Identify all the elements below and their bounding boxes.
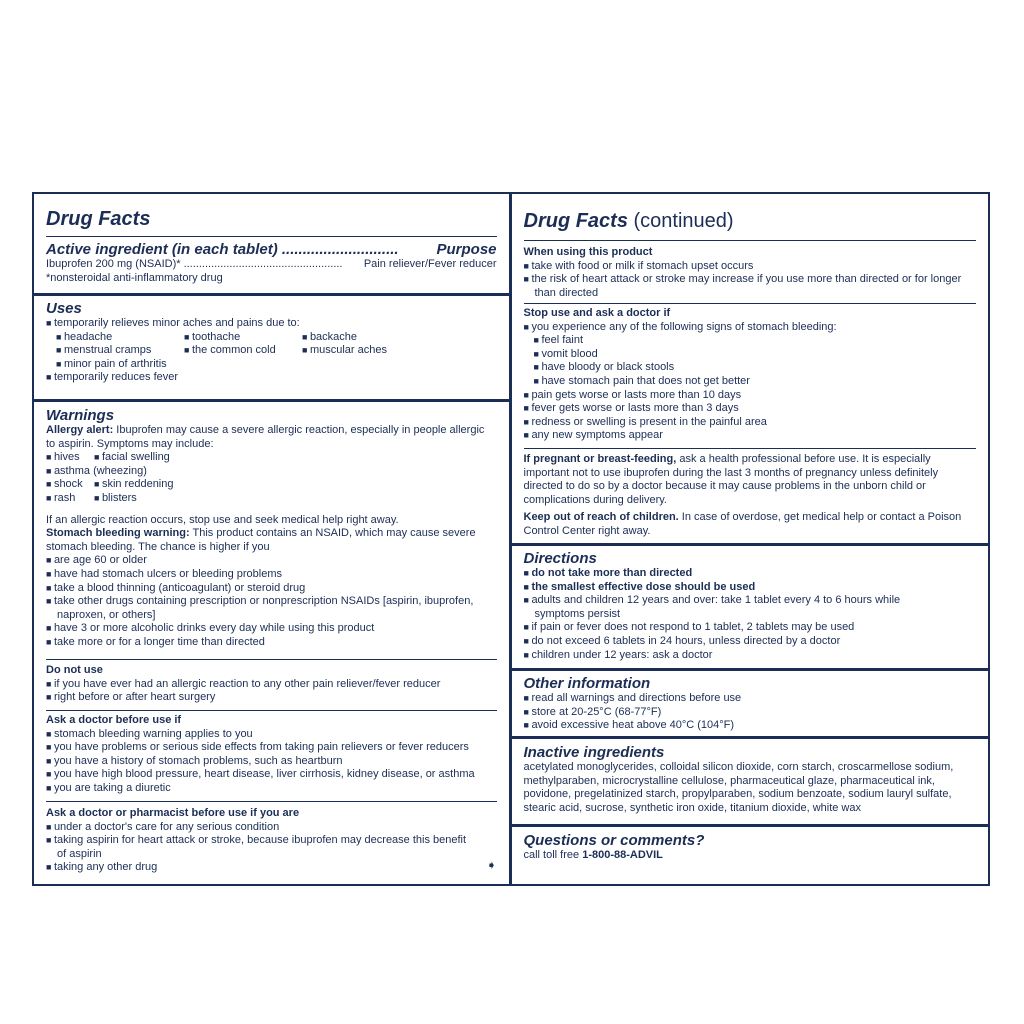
divider — [34, 293, 509, 296]
ask-doctor-heading: Ask a doctor before use if — [46, 714, 182, 726]
list-item: ■ muscular aches — [302, 344, 422, 358]
purpose-heading: Purpose — [436, 241, 497, 258]
list-item: ■ feel faint — [524, 334, 977, 348]
divider — [46, 659, 497, 660]
when-using-heading: When using this product — [523, 246, 653, 258]
list-item: ■ hives — [46, 451, 94, 465]
do-not-use-section — [46, 664, 497, 705]
list-item: ■ toothache — [184, 331, 302, 345]
list-item: ■ stomach bleeding warning applies to you — [46, 728, 497, 742]
list-item: ■ take more or for a longer time than directed — [46, 636, 497, 650]
other-information-heading: Other information — [523, 675, 651, 692]
ask-pharmacist-heading: Ask a doctor or pharmacist before use if you are — [46, 807, 300, 819]
drug-facts-header — [46, 208, 497, 230]
divider — [46, 236, 497, 237]
uses-section — [46, 300, 497, 385]
list-item: ■ the common cold — [184, 344, 302, 358]
list-item: ■ do not take more than directed — [524, 567, 977, 581]
list-item: ■ skin reddening — [94, 478, 194, 492]
list-item: ■ have had stomach ulcers or bleeding problems — [46, 568, 497, 582]
divider — [512, 543, 989, 546]
list-item: ■ you have a history of stomach problems, such as heartburn — [46, 755, 497, 769]
list-item: ■ store at 20-25°C (68-77°F) — [524, 706, 977, 720]
continue-arrow-icon: ➧ — [486, 858, 497, 872]
list-item: ■ taking any other drug — [46, 861, 497, 875]
list-item: ■ do not exceed 6 tablets in 24 hours, unless directed by a doctor — [524, 635, 977, 649]
ingredient-name: Ibuprofen 200 mg (NSAID)* .................................................... — [46, 258, 343, 270]
list-item: ■ backache — [302, 331, 422, 345]
divider — [46, 710, 497, 711]
list-item: ■ facial swelling — [94, 451, 194, 465]
list-item: ■ take with food or milk if stomach upset occurs — [524, 260, 977, 274]
list-item: ■ you have high blood pressure, heart disease, liver cirrhosis, kidney disease, or asthma — [46, 768, 497, 782]
uses-intro: ■ temporarily relieves minor aches and pains due to: — [46, 317, 497, 331]
continued-label: (continued) — [627, 210, 734, 232]
list-item: ■ adults and children 12 years and over: take 1 tablet every 4 to 6 hours while symptoms persist — [524, 594, 977, 621]
stop-use-section — [524, 307, 977, 443]
list-item: ■ vomit blood — [524, 348, 977, 362]
inactive-ingredients-heading: Inactive ingredients — [523, 744, 665, 761]
drug-facts-title: Drug Facts — [523, 210, 628, 232]
list-item: ■ minor pain of arthritis — [46, 358, 497, 372]
when-using-section — [524, 246, 977, 300]
drug-facts-continued-header — [524, 210, 977, 232]
divider — [46, 801, 497, 802]
divider — [512, 668, 989, 671]
list-item: ■ pain gets worse or lasts more than 10 days — [524, 389, 977, 403]
inactive-ingredients-section — [524, 744, 977, 815]
inactive-ingredients-text: acetylated monoglycerides, colloidal silicon dioxide, corn starch, croscarmellose sodium, methylparaben, microcrystalline cellulose, pharmaceutical glaze, pharmaceutical ink, povidone, pregelatinized starch, propylparaben, sodium benzoate, sodium lauryl sulfate, stearic acid, sucrose, synthetic iron oxide, titanium dioxide, white wax — [523, 761, 954, 814]
divider — [34, 399, 509, 402]
list-item: ■ under a doctor's care for any serious condition — [46, 821, 497, 835]
active-ingredient-heading: Active ingredient (in each tablet) ............................ — [46, 241, 399, 258]
drug-facts-title: Drug Facts — [46, 208, 151, 230]
list-item: ■ shock — [46, 478, 94, 492]
warnings-section — [46, 407, 497, 650]
active-ingredient-section — [46, 241, 497, 285]
right-column — [512, 194, 989, 884]
pregnancy-section — [524, 453, 977, 539]
divider — [524, 240, 977, 241]
list-item: ■ redness or swelling is present in the painful area — [524, 416, 977, 430]
list-item: ■ right before or after heart surgery — [46, 691, 497, 705]
directions-heading: Directions — [523, 550, 597, 567]
list-item: ■ taking aspirin for heart attack or stroke, because ibuprofen may decrease this benefit of aspirin — [46, 834, 497, 861]
list-item: ■ avoid excessive heat above 40°C (104°F) — [524, 719, 977, 733]
list-item: ■ have bloody or black stools — [524, 361, 977, 375]
list-item: ■ any new symptoms appear — [524, 429, 977, 443]
directions-section — [524, 550, 977, 662]
divider — [524, 303, 977, 304]
list-item: ■ menstrual cramps — [56, 344, 184, 358]
divider — [512, 824, 989, 827]
ask-doctor-section — [46, 714, 497, 796]
list-item: ■ the smallest effective dose should be used — [524, 581, 977, 595]
ingredient-footnote: *nonsteroidal anti-inflammatory drug — [46, 271, 223, 284]
stop-use-heading: Stop use and ask a doctor if — [523, 307, 671, 319]
allergy-after: If an allergic reaction occurs, stop use and seek medical help right away. — [46, 513, 399, 526]
list-item: ■ asthma (wheezing) — [46, 465, 497, 479]
list-item: ■ you have problems or serious side effects from taking pain relievers or fever reducers — [46, 741, 497, 755]
list-item: ■ read all warnings and directions before use — [524, 692, 977, 706]
uses-list — [46, 331, 497, 358]
list-item: ■ temporarily reduces fever — [46, 371, 497, 385]
list-item: ■ children under 12 years: ask a doctor — [524, 649, 977, 663]
symptom-list — [46, 478, 497, 505]
stomach-warning: Stomach bleeding warning: This product contains an NSAID, which may cause severe stomach bleeding. The chance is higher if you — [46, 527, 476, 553]
list-item: ■ rash — [46, 492, 94, 506]
list-item: ■ you are taking a diuretic — [46, 782, 497, 796]
ask-pharmacist-section — [46, 807, 497, 875]
list-item: ■ are age 60 or older — [46, 554, 497, 568]
questions-section — [524, 832, 977, 863]
left-column — [34, 194, 512, 884]
drug-facts-label — [32, 192, 990, 886]
list-item: ■ blisters — [94, 492, 194, 506]
pregnancy-warning: If pregnant or breast-feeding, ask a health professional before use. It is especially important not to use ibuprofen during the last 3 months of pregnancy unless definitely directed to do so by a doctor because it may cause problems in the unborn child or complications during delivery. — [523, 453, 939, 506]
do-not-use-heading: Do not use — [46, 664, 103, 676]
list-item: ■ have 3 or more alcoholic drinks every day while using this product — [46, 622, 497, 636]
list-item: ■ take other drugs containing prescription or nonprescription NSAIDs [aspirin, ibuprofen, naproxen, or others] — [46, 595, 497, 622]
list-item: ■ the risk of heart attack or stroke may increase if you use more than directed or for longer than directed — [524, 273, 977, 300]
uses-heading: Uses — [46, 300, 82, 317]
list-item: ■ if pain or fever does not respond to 1 tablet, 2 tablets may be used — [524, 621, 977, 635]
phone-number: 1-800-88-ADVIL — [582, 849, 663, 861]
allergy-alert: Allergy alert: Ibuprofen may cause a severe allergic reaction, especially in people allergic to aspirin. Symptoms may include: — [46, 424, 485, 450]
list-item: ■ fever gets worse or lasts more than 3 days — [524, 402, 977, 416]
ingredient-purpose: Pain reliever/Fever reducer — [363, 258, 497, 270]
keep-out-warning: Keep out of reach of children. In case of overdose, get medical help or contact a Poison Control Center right away. — [523, 511, 962, 537]
other-information-section — [524, 675, 977, 733]
list-item: ■ have stomach pain that does not get better — [524, 375, 977, 389]
questions-text: call toll free 1-800-88-ADVIL — [523, 849, 663, 861]
warnings-heading: Warnings — [46, 407, 115, 424]
list-item: ■ if you have ever had an allergic reaction to any other pain reliever/fever reducer — [46, 678, 497, 692]
list-item: ■ headache — [56, 331, 184, 345]
symptom-list — [46, 451, 497, 465]
divider — [524, 448, 977, 449]
list-item: ■ take a blood thinning (anticoagulant) or steroid drug — [46, 582, 497, 596]
questions-heading: Questions or comments? — [523, 832, 705, 849]
list-item: ■ you experience any of the following signs of stomach bleeding: — [524, 321, 977, 335]
divider — [512, 736, 989, 739]
